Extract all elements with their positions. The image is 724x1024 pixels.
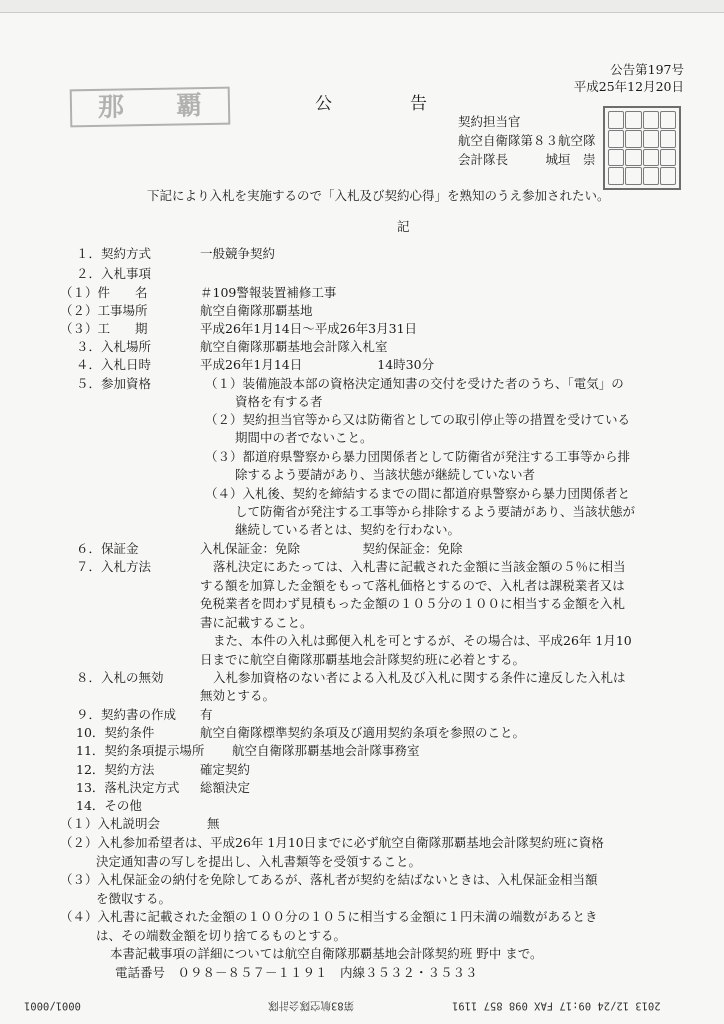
issuer-line: 契約担当官	[458, 114, 521, 129]
item-text: は、その端数金額を切り捨てるものとする。	[96, 928, 347, 943]
item-text: 無効とする。	[200, 688, 276, 703]
item-text: 航空自衛隊那覇基地	[200, 303, 313, 318]
item-text: ＃109警報装置補修工事	[200, 285, 337, 300]
item-label: 13．落札決定方式	[76, 780, 180, 795]
item-text: 総額決定	[200, 780, 251, 795]
issuer-line: 会計隊長 城垣 崇	[458, 152, 596, 167]
item-label: ８．入札の無効	[76, 670, 164, 685]
fax-page: 0001/0001	[24, 999, 81, 1012]
item-text: （３）都道府県警察から暴力団関係者として防衛省が発注する工事等から排	[205, 449, 631, 464]
item-text: 日までに航空自衛隊那覇基地会計隊契約班に必着とする。	[200, 652, 526, 667]
item-text: （１）装備施設本部の資格決定通知書の交付を受けた者のうち、「電気」の	[205, 376, 624, 391]
item-label: ４．入札日時	[76, 357, 152, 372]
notice-number: 公告第197号	[610, 62, 684, 77]
item-label: 14．その他	[76, 798, 142, 813]
item-text: 航空自衛隊那覇基地会計隊事務室	[232, 743, 420, 758]
page-top-edge	[0, 0, 724, 13]
ki-heading: 記	[397, 219, 410, 234]
item-text: （２）入札参加希望者は、平成26年 1月10日までに必ず航空自衛隊那覇基地会計隊契約班に資格	[60, 835, 604, 850]
item-text: 有	[200, 707, 213, 722]
item-text: 平成26年1月14日～平成26年3月31日	[200, 321, 418, 336]
item-text: 無	[207, 816, 220, 831]
item-label: （３）工 期	[60, 321, 148, 336]
item-text: （２）契約担当官等から又は防衛省としての取引停止等の措置を受けている	[205, 412, 631, 427]
item-label: ７．入札方法	[76, 559, 152, 574]
fax-sender: 第83航空隊会計隊	[268, 999, 355, 1012]
item-label: ３．入札場所	[76, 339, 152, 354]
item-text: 継続している者とは、契約を行わない。	[235, 522, 461, 537]
item-text: を徴収する。	[96, 891, 172, 906]
item-label: （１）入札説明会	[60, 816, 161, 831]
item-text: 書に記載すること。	[200, 615, 313, 630]
item-text: 入札参加資格のない者による入札及び入札に関する条件に違反した入札は	[213, 670, 626, 685]
item-text: 一般競争契約	[200, 246, 276, 261]
fax-header: 2013 12/24 09:17 FAX 098 857 1191	[452, 999, 661, 1012]
item-text: 資格を有する者	[235, 394, 323, 409]
item-label: （１）件 名	[60, 285, 148, 300]
item-text: 期間中の者でないこと。	[235, 430, 373, 445]
item-label: １．契約方式	[76, 246, 152, 261]
item-text: 落札決定にあたっては、入札書に記載された金額に当該金額の５％に相当	[213, 559, 626, 574]
item-text: 本書記載事項の詳細については航空自衛隊那覇基地会計隊契約班 野中 まで。	[110, 946, 543, 961]
item-text: 航空自衛隊標準契約条項及び適用契約条項を参照のこと。	[200, 725, 526, 740]
item-text: また、本件の入札は郵便入札を可とするが、その場合は、平成26年 1月10	[213, 633, 632, 648]
item-text: （４）入札書に記載された金額の１００分の１０５に相当する金額に１円未満の端数があるとき	[60, 909, 598, 924]
item-label: （２）工事場所	[60, 303, 148, 318]
item-text: （３）入札保証金の納付を免除してあるが、落札者が契約を結ばないときは、入札保証金相当額	[60, 872, 598, 887]
item-label: ５．参加資格	[76, 376, 152, 391]
item-text: 入札保証金：免除 契約保証金：免除	[200, 541, 463, 556]
item-text: 電話番号 ０９８－８５７－１１９１ 内線３５３２・３５３３	[115, 965, 478, 980]
item-text: 航空自衛隊那覇基地会計隊入札室	[200, 339, 388, 354]
item-label: 10．契約条件	[76, 725, 155, 740]
item-label: ９．契約書の作成	[76, 707, 177, 722]
item-label: ２．入札事項	[76, 266, 152, 281]
notice-date: 平成25年12月20日	[573, 79, 684, 94]
page-title: 公告	[315, 94, 505, 114]
item-label: 11．契約条項提示場所	[76, 743, 205, 758]
item-text: する額を加算した金額をもって落札価格とするので、入札者は課税業者又は	[200, 578, 625, 593]
item-label: ６．保証金	[76, 541, 139, 556]
item-text: 除するよう要請があり、当該状態が継続していない者	[235, 467, 536, 482]
stamp-seal-left: 那 覇	[70, 87, 231, 128]
official-seal	[603, 106, 681, 190]
item-text: 確定契約	[200, 762, 251, 777]
item-text: して防衛省が発注する工事等から排除するよう要請があり、当該状態が	[235, 504, 636, 519]
item-text: 平成26年1月14日 14時30分	[200, 357, 435, 372]
item-text: 免税業者を問わず見積もった金額の１０５分の１００に相当する金額を入札	[200, 596, 626, 611]
item-text: 決定通知書の写しを提出し、入札書類等を受領すること。	[96, 854, 422, 869]
item-label: 12．契約方法	[76, 762, 155, 777]
intro-text: 下記により入札を実施するので「入札及び契約心得」を熟知のうえ参加されたい。	[147, 188, 610, 203]
item-text: （４）入札後、契約を締結するまでの間に都道府県警察から暴力団関係者と	[205, 486, 631, 501]
issuer-line: 航空自衛隊第８３航空隊	[458, 133, 596, 148]
